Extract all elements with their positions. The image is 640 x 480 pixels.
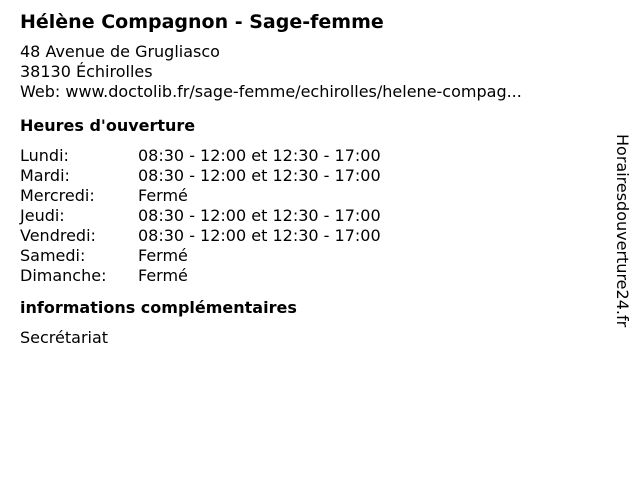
time-range: 08:30 - 12:00 et 12:30 - 17:00 xyxy=(138,226,381,245)
brand-watermark-text: Horairesdouverture24.fr xyxy=(613,134,632,328)
page-title: Hélène Compagnon - Sage-femme xyxy=(20,11,384,33)
day-label: Lundi: xyxy=(20,146,69,165)
hours-row-monday xyxy=(20,146,590,166)
opening-hours-heading: Heures d'ouverture xyxy=(20,116,196,135)
time-range: 08:30 - 12:00 et 12:30 - 17:00 xyxy=(138,166,381,185)
time-range: Fermé xyxy=(138,186,188,205)
day-label: Jeudi: xyxy=(20,206,65,225)
day-label: Dimanche: xyxy=(20,266,107,285)
day-label: Mercredi: xyxy=(20,186,95,205)
hours-row-friday xyxy=(20,226,590,246)
city-address: 38130 Échirolles xyxy=(20,62,153,81)
day-label: Mardi: xyxy=(20,166,70,185)
hours-row-saturday xyxy=(20,246,590,266)
time-range: Fermé xyxy=(138,246,188,265)
street-address: 48 Avenue de Grugliasco xyxy=(20,42,220,61)
additional-info-value: Secrétariat xyxy=(20,328,109,347)
time-range: 08:30 - 12:00 et 12:30 - 17:00 xyxy=(138,206,381,225)
website-link[interactable]: Web: www.doctolib.fr/sage-femme/echirolles/helene-compag... xyxy=(20,82,522,101)
hours-row-sunday xyxy=(20,266,590,286)
opening-hours-table xyxy=(20,146,590,286)
address-block xyxy=(20,42,590,102)
hours-row-wednesday xyxy=(20,186,590,206)
time-range: Fermé xyxy=(138,266,188,285)
hours-row-thursday xyxy=(20,206,590,226)
hours-row-tuesday xyxy=(20,166,590,186)
day-label: Samedi: xyxy=(20,246,86,265)
additional-info-heading: informations complémentaires xyxy=(20,298,297,317)
day-label: Vendredi: xyxy=(20,226,96,245)
time-range: 08:30 - 12:00 et 12:30 - 17:00 xyxy=(138,146,381,165)
listing-card xyxy=(20,10,590,348)
